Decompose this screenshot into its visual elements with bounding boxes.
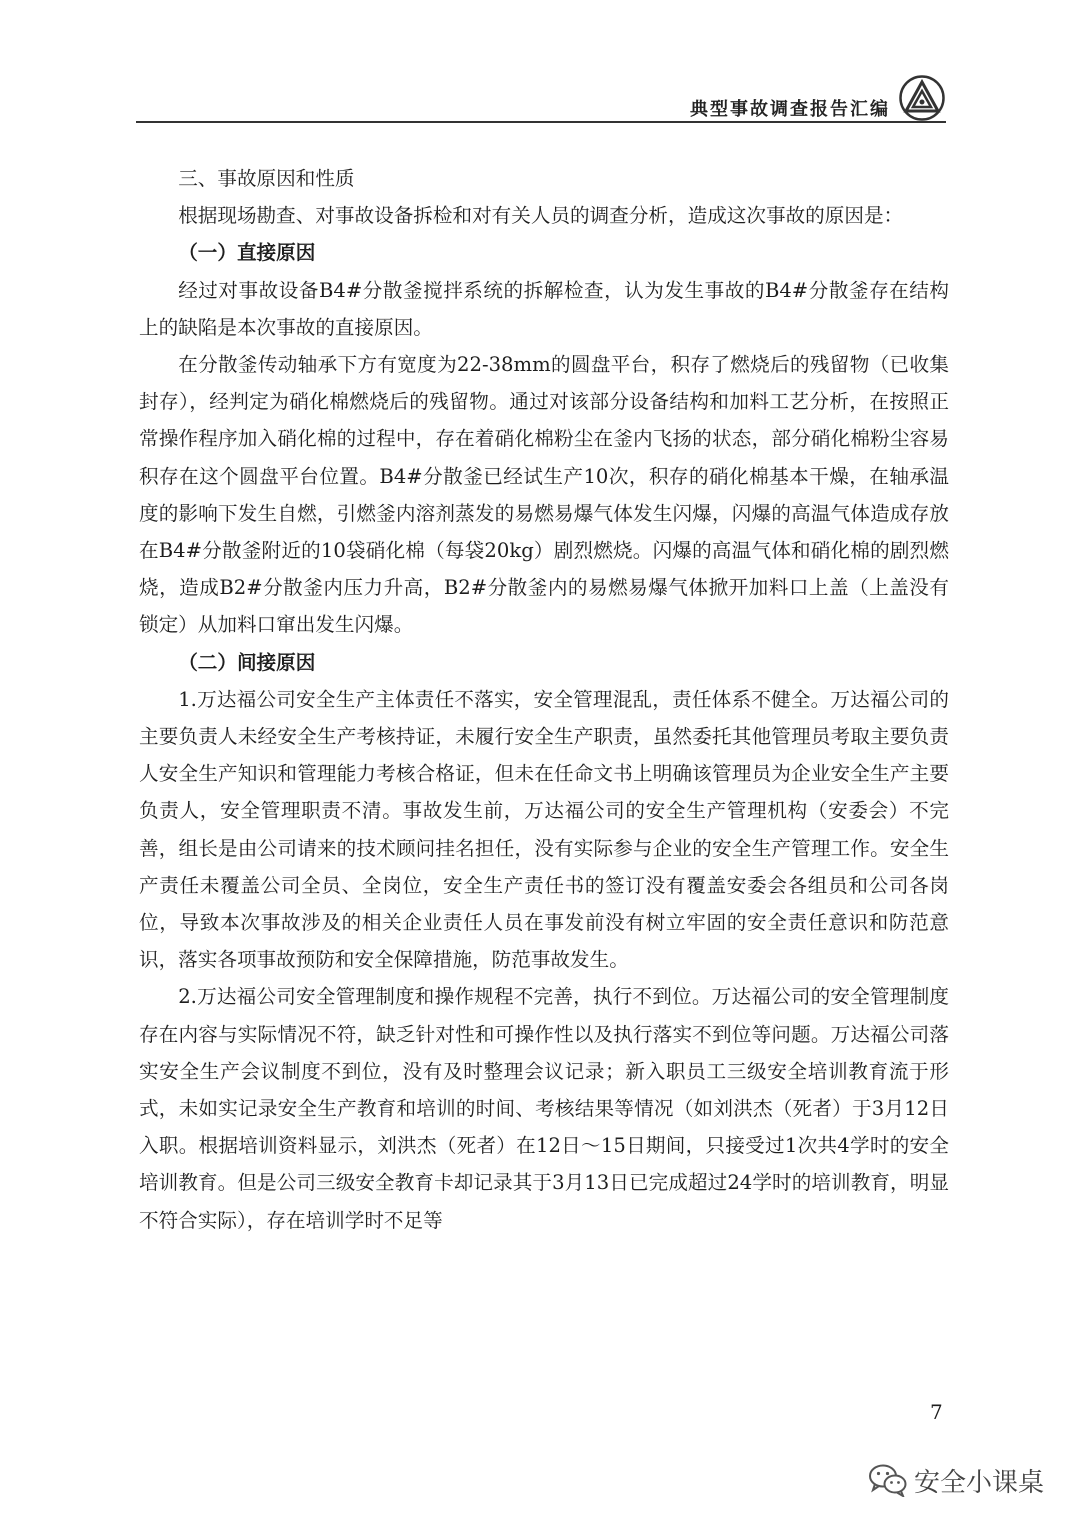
watermark: [868, 1460, 1044, 1500]
section-heading: 三、事故原因和性质: [178, 167, 355, 190]
document-body: [139, 160, 949, 1239]
wechat-icon: [868, 1463, 908, 1497]
indirect-cause-paragraph-1: 1.万达福公司安全生产主体责任不落实，安全管理混乱，责任体系不健全。万达福公司的主要负责人未经安全生产考核持证，未履行安全生产职责，虽然委托其他管理员考取主要负责人安全生产知识和管理能力考核合格证，但未在任命文书上明确该管理员为企业安全生产主要负责人，安全管理职责不清。事故发生前，万达福公司的安全生产管理机构（安委会）不完善，组长是由公司请来的技术顾问挂名担任，没有实际参与企业的安全生产管理工作。安全生产责任未覆盖公司全员、全岗位，安全生产责任书的签订没有覆盖安委会各组员和公司各岗位，导致本次事故涉及的相关企业责任人员在事发前没有树立牢固的安全责任意识和防范意识，落实各项事故预防和安全保障措施，防范事故发生。: [139, 687, 949, 972]
triangle-emblem-icon: [899, 75, 945, 121]
intro-paragraph: 根据现场勘查、对事故设备拆检和对有关人员的调查分析，造成这次事故的原因是：: [178, 204, 904, 228]
report-series-title: 典型事故调查报告汇编: [690, 99, 890, 120]
direct-cause-paragraph-2: 在分散釜传动轴承下方有宽度为22-38mm的圆盘平台，积存了燃烧后的残留物（已收集封存），经判定为硝化棉燃烧后的残留物。通过对该部分设备结构和加料工艺分析，在按照正常操作程序加入硝化棉的过程中，存在着硝化棉粉尘在釜内飞扬的状态，部分硝化棉粉尘容易积存在这个圆盘平台位置。B4#分散釜已经试生产10次，积存的硝化棉基本干燥，在轴承温度的影响下发生自燃，引燃釜内溶剂蒸发的易燃易爆气体发生闪爆，闪爆的高温气体造成存放在B4#分散釜附近的10袋硝化棉（每袋20kg）剧烈燃烧。闪爆的高温气体和硝化棉的剧烈燃烧，造成B2#分散釜内压力升高，B2#分散釜内的易燃易爆气体掀开加料口上盖（上盖没有锁定）从加料口窜出发生闪爆。: [139, 353, 949, 637]
direct-cause-heading: （一）直接原因: [178, 241, 316, 265]
direct-cause-paragraph-1: 经过对事故设备B4#分散釜搅拌系统的拆解检查，认为发生事故的B4#分散釜存在结构上的缺陷是本次事故的直接原因。: [139, 278, 949, 339]
page-number: 7: [930, 1400, 943, 1424]
indirect-cause-heading: （二）间接原因: [178, 650, 316, 674]
header-divider: [136, 121, 946, 123]
indirect-cause-paragraph-2: 2.万达福公司安全管理制度和操作规程不完善，执行不到位。万达福公司的安全管理制度存在内容与实际情况不符，缺乏针对性和可操作性以及执行落实不到位等问题。万达福公司落实安全生产会议制度不到位，没有及时整理会议记录；新入职员工三级安全培训教育流于形式，未如实记录安全生产教育和培训的时间、考核结果等情况（如刘洪杰（死者）于3月12日入职。根据培训资料显示，刘洪杰（死者）在12日～15日期间，只接受过1次共4学时的安全培训教育。但是公司三级安全教育卡却记录其于3月13日已完成超过24学时的培训教育，明显不符合实际），存在培训学时不足等: [139, 985, 949, 1232]
watermark-text: 安全小课桌: [914, 1467, 1045, 1498]
